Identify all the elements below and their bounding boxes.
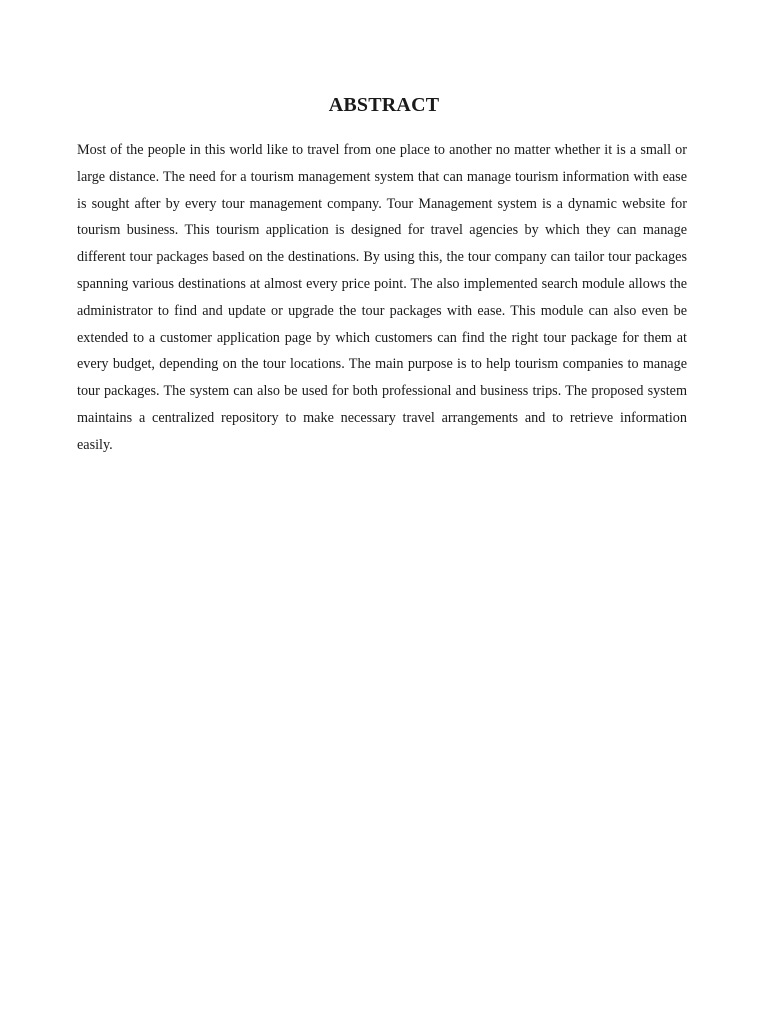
abstract-heading: ABSTRACT xyxy=(328,94,440,116)
abstract-paragraph: Most of the people in this world like to travel from one place to another no matter whether it is a small or large distance. The need for a tourism management system that can manage tourism information with ease is sought after by every tour management company. Tour Management system is a dynamic website for tourism business. This tourism application is designed for travel agencies by which they can manage different tour packages based on the destinations. By using this, the tour company can tailor tour packages spanning various destinations at almost every price point. The also implemented search module allows the administrator to find and update or upgrade the tour packages with ease. This module can also even be extended to a customer application page by which customers can find the right tour package for them at every budget, depending on the tour locations. The main purpose is to help tourism companies to manage tour packages. The system can also be used for both professional and business trips. The proposed system maintains a centralized repository to make necessary travel arrangements and to retrieve information easily. xyxy=(77,142,687,453)
